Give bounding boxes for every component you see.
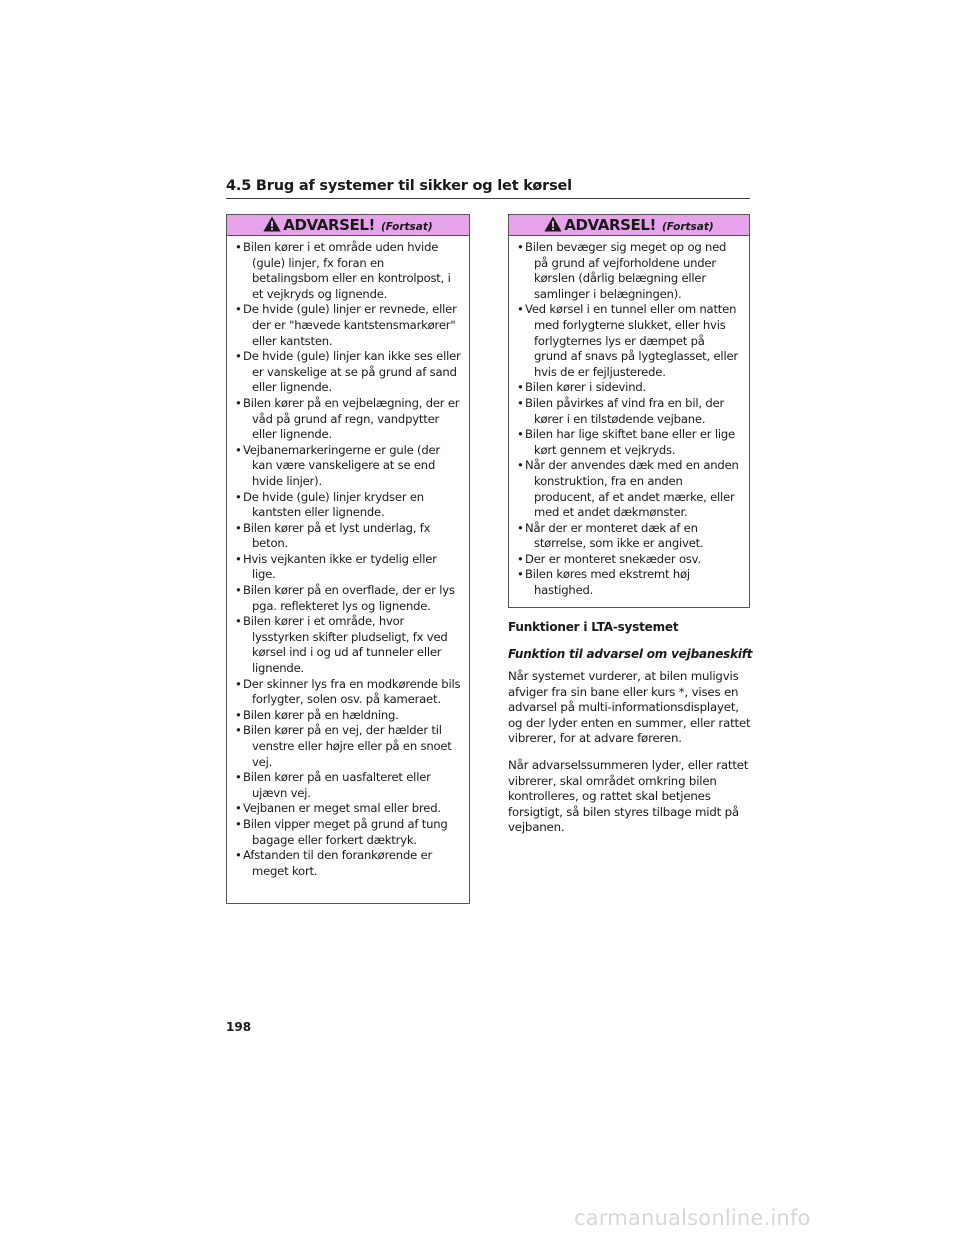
watermark: carmanualsonline.info <box>574 1206 811 1230</box>
list-item: •De hvide (gule) linjer krydser en kantsten eller lignende. <box>235 489 424 520</box>
warning-header <box>509 215 749 236</box>
list-item: •Bilen kører på en uasfalteret eller ujævn vej. <box>235 770 431 800</box>
warning-title: ADVARSEL! <box>564 216 656 234</box>
body-paragraph: Når systemet vurderer, at bilen muligvis afviger fra sin bane eller kurs *, vises en advarsel på multi-informationsdisplayet, og der lyder enten en summer, eller rattet vibrerer, for at advare føreren. <box>508 669 751 746</box>
list-item: •Bilen kører i sidevind. <box>517 380 647 395</box>
list-item: •Bilen kører på et lyst underlag, fx beton. <box>235 520 431 551</box>
list-item: •Bilen påvirkes af vind fra en bil, der kører i en tilstødende vejbane. <box>517 395 725 426</box>
list-item: •Når der anvendes dæk med en anden konstruktion, fra en anden producent, af et andet mærke, eller med et andet dækmønster. <box>517 458 739 520</box>
list-item: •Når der er monteret dæk af en størrelse, som ikke er angivet. <box>517 520 704 551</box>
list-item: •Bilen kører på en vej, der hælder til venstre eller højre eller på en snoet vej. <box>235 723 452 769</box>
warning-subtitle: (Fortsat) <box>661 221 714 233</box>
warning-subtitle: (Fortsat) <box>380 221 433 233</box>
list-item: •De hvide (gule) linjer er revnede, eller der er "hævede kantstensmarkører" eller kantsten. <box>235 302 457 348</box>
section-header: 4.5 Brug af systemer til sikker og let kørsel <box>226 178 750 199</box>
list-item: •Bilen køres med ekstremt høj hastighed. <box>517 567 690 598</box>
list-item: •Vejbanemarkeringerne er gule (der kan være vanskeligere at se end hvide linjer). <box>235 442 440 488</box>
list-item: •De hvide (gule) linjer kan ikke ses eller er vanskelige at se på grund af sand eller lignende. <box>235 349 461 395</box>
list-item: •Bilen har lige skiftet bane eller er lige kørt gennem et vejkryds. <box>517 427 735 457</box>
list-item: •Bilen kører på en vejbelægning, der er våd på grund af regn, vandpytter eller lignende. <box>235 395 460 442</box>
list-item: •Bilen kører på en overflade, der er lys pga. reflekteret lys og lignende. <box>235 583 455 613</box>
functions-heading: Funktioner i LTA-systemet <box>508 620 679 634</box>
warning-list <box>509 236 749 599</box>
page-number: 198 <box>226 1020 252 1034</box>
list-item: •Afstanden til den forankørende er meget kort. <box>235 848 433 878</box>
list-item: •Hvis vejkanten ikke er tydelig eller lige. <box>235 551 437 582</box>
body-column <box>508 620 756 847</box>
warning-triangle-icon <box>544 216 562 237</box>
list-item: •Bilen vipper meget på grund af tung bagage eller forkert dæktryk. <box>235 816 448 847</box>
list-item: •Bilen kører i et område uden hvide (gule) linjer, fx foran en betalingsbom eller en kontrolpost, i et vejkryds og lignende. <box>235 240 451 301</box>
list-item: •Bilen kører i et område, hvor lysstyrken skifter pludseligt, fx ved kørsel ind i og ud af tunneler eller lignende. <box>235 614 448 676</box>
list-item: •Ved kørsel i en tunnel eller om natten med forlygterne slukket, eller hvis forlygternes lys er dæmpet på grund af snavs på lygteglasset, eller hvis de er fejljusterede. <box>517 302 738 379</box>
warning-header <box>227 215 469 236</box>
warning-list <box>227 236 469 879</box>
list-item: •Bilen kører på en hældning. <box>235 707 399 722</box>
warning-box-left <box>226 214 470 904</box>
warning-title: ADVARSEL! <box>283 216 375 234</box>
lane-departure-subheading: Funktion til advarsel om vejbaneskift <box>508 647 753 661</box>
body-paragraph: Når advarselssummeren lyder, eller rattet vibrerer, skal området omkring bilen kontrolleres, og rattet skal betjenes forsigtigt, så bilen styres tilbage midt på vejbanen. <box>508 757 749 835</box>
list-item: •Bilen bevæger sig meget op og ned på grund af vejforholdene under kørslen (dårlig belægning eller samlinger i belægningen). <box>517 240 727 301</box>
warning-box-right <box>508 214 750 608</box>
list-item: •Der er monteret snekæder osv. <box>517 551 701 566</box>
warning-triangle-icon <box>263 216 281 237</box>
list-item: •Vejbanen er meget smal eller bred. <box>235 801 441 816</box>
list-item: •Der skinner lys fra en modkørende bils forlygter, solen osv. på kameraet. <box>235 676 461 707</box>
